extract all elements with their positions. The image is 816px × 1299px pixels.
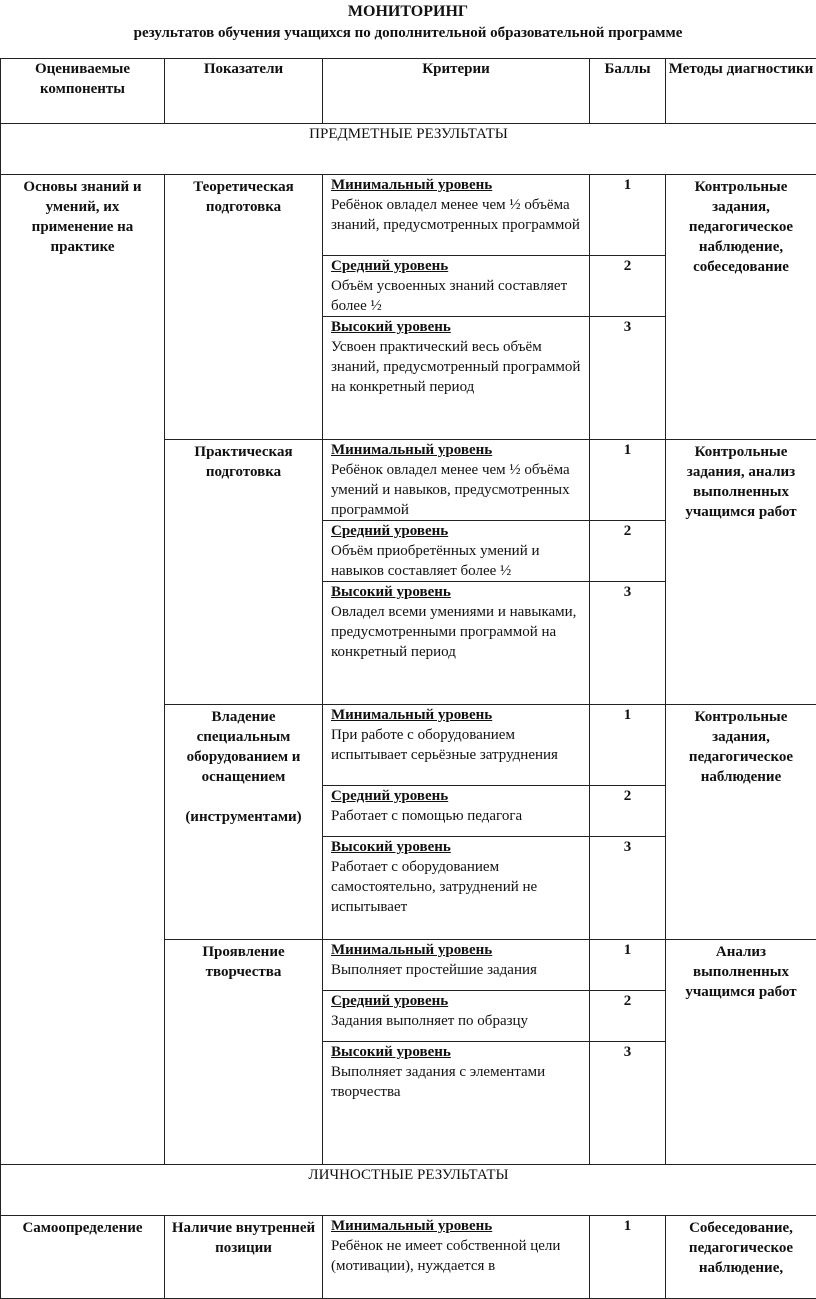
document-subtitle: результатов обучения учащихся по дополнительной образовательной программе: [0, 23, 816, 43]
criteria-cell: [323, 705, 590, 940]
methods-cell: Собеседование, педагогическое наблюдение,: [666, 1216, 816, 1299]
level-label: Минимальный уровень: [331, 705, 583, 725]
level-label: Высокий уровень: [331, 582, 583, 602]
level-label: Средний уровень: [331, 991, 583, 1011]
col-header-indicator: Показатели: [165, 59, 323, 124]
criteria-cell: [323, 440, 590, 705]
criteria-level-high: [323, 582, 589, 702]
table-row: [1, 175, 816, 440]
score-high: 3: [590, 317, 665, 437]
level-label: Минимальный уровень: [331, 940, 583, 960]
section-row-subject: [1, 124, 816, 175]
monitoring-table: [0, 58, 816, 1299]
level-label: Средний уровень: [331, 256, 583, 276]
level-label: Минимальный уровень: [331, 440, 583, 460]
score-high: 3: [590, 582, 665, 702]
methods-cell: Контрольные задания, анализ выполненных учащимся работ: [666, 440, 816, 705]
col-header-score: Баллы: [590, 59, 666, 124]
criteria-level-min: [323, 440, 589, 521]
score-cell: [590, 1216, 666, 1299]
score-min: 1: [590, 440, 665, 521]
methods-cell: Контрольные задания, педагогическое наблюдение: [666, 705, 816, 940]
indicator-cell: [165, 705, 323, 940]
criteria-level-mid: [323, 991, 589, 1042]
indicator-extra-text: (инструментами): [169, 807, 318, 827]
level-text: Выполняет простейшие задания: [331, 960, 583, 980]
level-text: Работает с помощью педагога: [331, 806, 583, 826]
level-text: Ребёнок овладел менее чем ½ объёма знаний, предусмотренных программой: [331, 195, 583, 235]
score-cell: [590, 940, 666, 1165]
level-text: Задания выполняет по образцу: [331, 1011, 583, 1031]
document-title: МОНИТОРИНГ: [0, 2, 816, 22]
criteria-cell: [323, 175, 590, 440]
indicator-cell: Проявление творчества: [165, 940, 323, 1165]
score-cell: [590, 175, 666, 440]
document-header: [0, 0, 816, 43]
header-row: [1, 59, 816, 124]
criteria-level-min: [323, 705, 589, 786]
score-mid: 2: [590, 256, 665, 317]
criteria-level-high: [323, 1042, 589, 1162]
level-label: Минимальный уровень: [331, 175, 583, 195]
component-cell: Самоопределение: [1, 1216, 165, 1299]
level-label: Минимальный уровень: [331, 1216, 583, 1236]
level-label: Высокий уровень: [331, 317, 583, 337]
level-text: Овладел всеми умениями и навыками, предусмотренными программой на конкретный период: [331, 602, 583, 662]
level-text: Выполняет задания с элементами творчества: [331, 1062, 583, 1102]
score-mid: 2: [590, 991, 665, 1042]
level-text: Ребёнок овладел менее чем ½ объёма умений и навыков, предусмотренных программой: [331, 460, 583, 520]
level-text: Работает с оборудованием самостоятельно, затруднений не испытывает: [331, 857, 583, 917]
score-cell: [590, 705, 666, 940]
indicator-cell: Теоретическая подготовка: [165, 175, 323, 440]
criteria-cell: [323, 940, 590, 1165]
score-cell: [590, 440, 666, 705]
level-text: Объём приобретённых умений и навыков составляет более ½: [331, 541, 583, 581]
criteria-cell: [323, 1216, 590, 1299]
methods-cell: Анализ выполненных учащимся работ: [666, 940, 816, 1165]
criteria-level-min: [323, 1216, 589, 1296]
level-text: Ребёнок не имеет собственной цели (мотивации), нуждается в: [331, 1236, 583, 1276]
methods-cell: Контрольные задания, педагогическое наблюдение, собеседование: [666, 175, 816, 440]
col-header-criteria: Критерии: [323, 59, 590, 124]
score-min: 1: [590, 940, 665, 991]
level-label: Высокий уровень: [331, 1042, 583, 1062]
criteria-level-min: [323, 175, 589, 256]
level-text: Объём усвоенных знаний составляет более ½: [331, 276, 583, 316]
score-high: 3: [590, 837, 665, 937]
level-label: Средний уровень: [331, 521, 583, 541]
criteria-level-high: [323, 837, 589, 937]
section-row-personal: [1, 1165, 816, 1216]
section-title-subject: ПРЕДМЕТНЫЕ РЕЗУЛЬТАТЫ: [1, 124, 816, 175]
level-label: Высокий уровень: [331, 837, 583, 857]
criteria-level-mid: [323, 521, 589, 582]
score-mid: 2: [590, 521, 665, 582]
score-min: 1: [590, 1216, 665, 1296]
level-text: Усвоен практический весь объём знаний, предусмотренный программой на конкретный период: [331, 337, 583, 397]
indicator-cell: Наличие внутренней позиции: [165, 1216, 323, 1299]
component-cell: Основы знаний и умений, их применение на практике: [1, 175, 165, 1165]
score-high: 3: [590, 1042, 665, 1162]
criteria-level-min: [323, 940, 589, 991]
score-min: 1: [590, 705, 665, 786]
indicator-text: Владение специальным оборудованием и оснащением: [169, 707, 318, 787]
criteria-level-mid: [323, 256, 589, 317]
section-title-personal: ЛИЧНОСТНЫЕ РЕЗУЛЬТАТЫ: [1, 1165, 816, 1216]
level-label: Средний уровень: [331, 786, 583, 806]
score-min: 1: [590, 175, 665, 256]
score-mid: 2: [590, 786, 665, 837]
criteria-level-high: [323, 317, 589, 437]
indicator-cell: Практическая подготовка: [165, 440, 323, 705]
col-header-methods: Методы диагностики: [666, 59, 816, 124]
col-header-component: Оцениваемые компоненты: [1, 59, 165, 124]
level-text: При работе с оборудованием испытывает серьёзные затруднения: [331, 725, 583, 765]
criteria-level-mid: [323, 786, 589, 837]
table-row: [1, 1216, 816, 1299]
